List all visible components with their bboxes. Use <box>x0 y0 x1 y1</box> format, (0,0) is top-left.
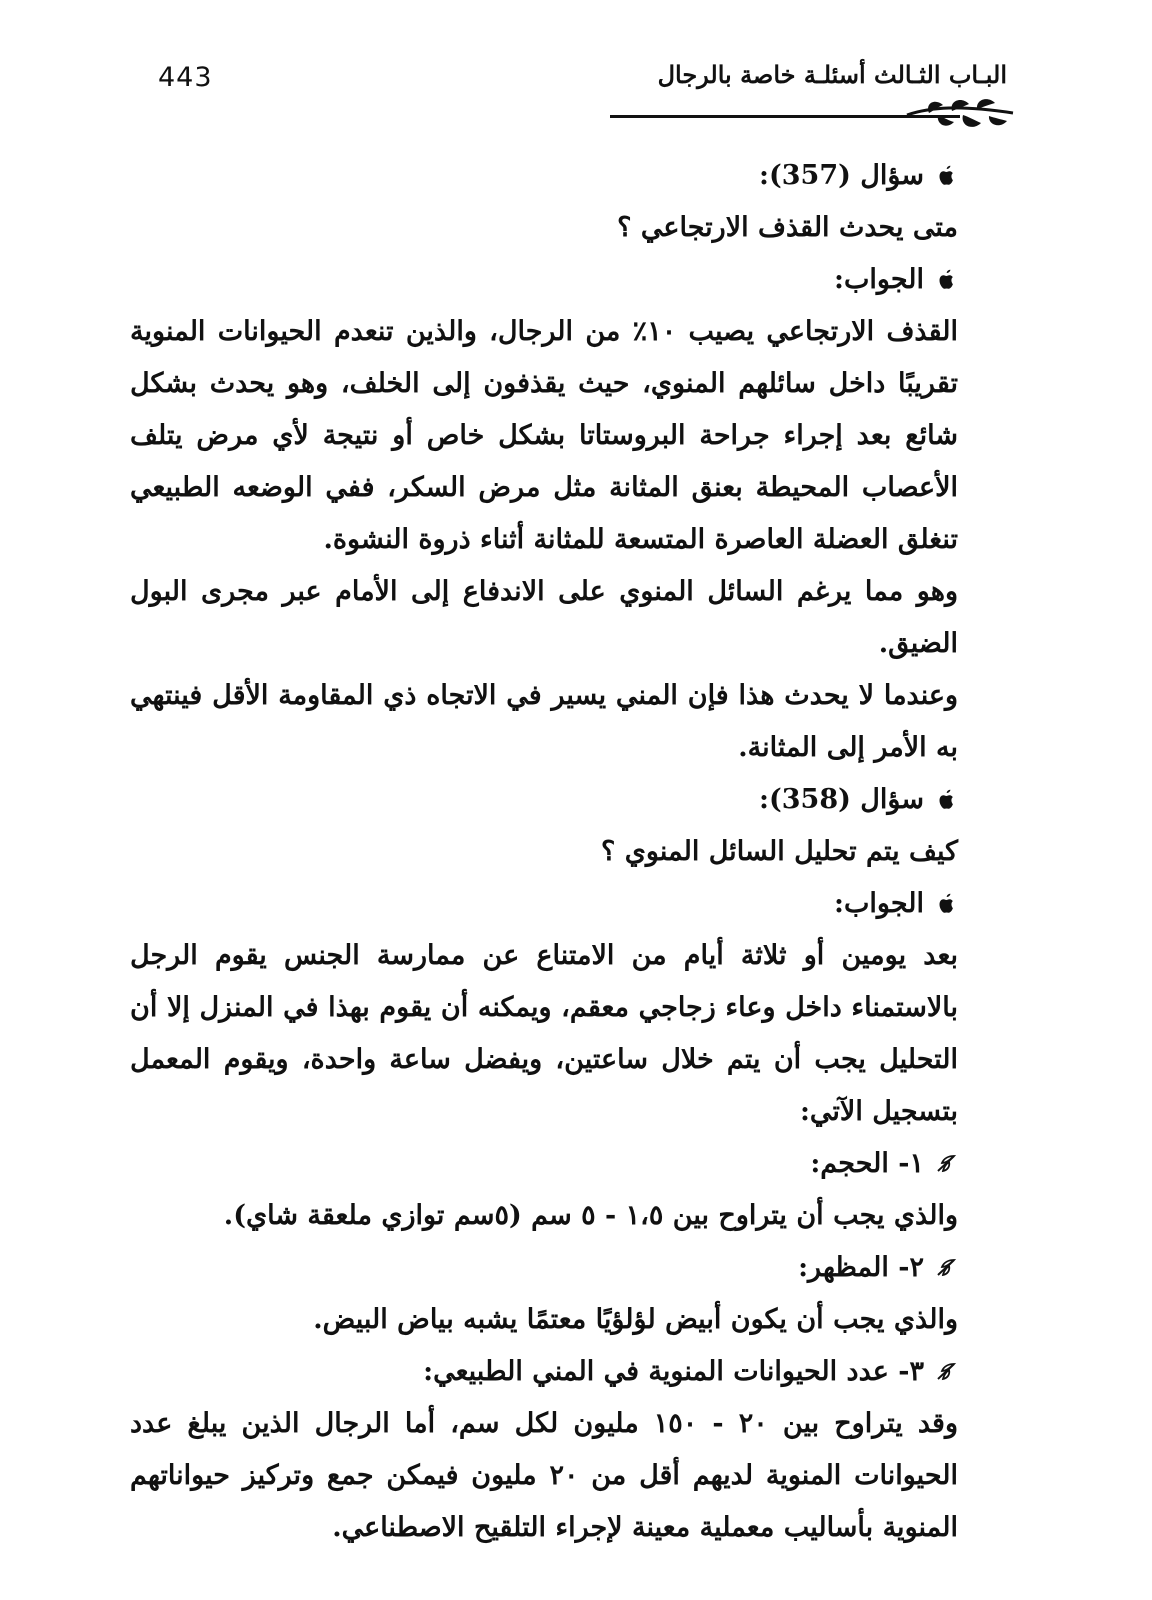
question-heading <box>130 150 1010 202</box>
answer-label: الجواب: <box>834 264 924 295</box>
answer-paragraph: وعندما لا يحدث هذا فإن المني يسير في الاتجاه ذي المقاومة الأقل فينتهي به الأمر إلى المثانة. <box>130 680 958 763</box>
page-content <box>130 150 1010 1554</box>
question-label: سؤال (357): <box>759 160 924 191</box>
list-item-text: والذي يجب أن يكون أبيض لؤلؤيًا معتمًا يشبه بياض البيض. <box>313 1304 958 1335</box>
leaf-icon <box>934 1256 958 1280</box>
answer-heading <box>130 878 1010 930</box>
list-item-heading <box>130 1242 1010 1294</box>
answer-paragraph: القذف الارتجاعي يصيب ١٠٪ من الرجال، والذين تنعدم الحيوانات المنوية تقريبًا داخل سائلهم المنوي، حيث يقذفون إلى الخلف، وهو يحدث بشكل شائع بعد إجراء جراحة البروستاتا بشكل خاص أو نتيجة لأي مرض يتلف الأعصاب المحيطة بعنق المثانة مثل مرض السكر، ففي الوضعه الطبيعي تنغلق العضلة العاصرة المتسعة للمثانة أثناء ذروة النشوة. <box>130 316 958 555</box>
answer-paragraph: وهو مما يرغم السائل المنوي على الاندفاع إلى الأمام عبر مجرى البول الضيق. <box>130 576 958 659</box>
leaf-icon <box>934 1360 958 1384</box>
question-text: متى يحدث القذف الارتجاعي ؟ <box>617 212 958 243</box>
question-text: كيف يتم تحليل السائل المنوي ؟ <box>601 836 958 867</box>
answer-paragraph: بعد يومين أو ثلاثة أيام من الامتناع عن ممارسة الجنس يقوم الرجل بالاستمناء داخل وعاء زجاجي معقم، ويمكنه أن يقوم بهذا في المنزل إلا أن التحليل يجب أن يتم خلال ساعتين، ويفضل ساعة واحدة، ويقوم المعمل بتسجيل الآتي: <box>130 940 958 1127</box>
list-item-label: ٣- عدد الحيوانات المنوية في المني الطبيعي: <box>423 1356 924 1387</box>
apple-icon <box>934 892 958 916</box>
list-item-heading <box>130 1138 1010 1190</box>
answer-label: الجواب: <box>834 888 924 919</box>
list-item-label: ٢- المظهر: <box>798 1252 924 1283</box>
leaf-icon <box>934 1152 958 1176</box>
question-label: سؤال (358): <box>759 784 924 815</box>
page-number: 443 <box>158 62 213 93</box>
list-item-heading <box>130 1346 1010 1398</box>
list-item-text: وقد يتراوح بين ٢٠ - ١٥٠ مليون لكل سم، أما الرجال الذين يبلغ عدد الحيوانات المنوية لديهم أقل من ٢٠ مليون فيمكن جمع وتركيز حيواناتهم المنوية بأساليب معملية معينة لإجراء التلقيح الاصطناعي. <box>130 1408 958 1543</box>
list-item-text: والذي يجب أن يتراوح بين ١،٥ - ٥ سم (٥سم توازي ملعقة شاي). <box>223 1200 958 1231</box>
apple-icon <box>934 788 958 812</box>
question-heading <box>130 774 1010 826</box>
apple-icon <box>934 164 958 188</box>
answer-heading <box>130 254 1010 306</box>
leaf-ornament-icon <box>905 95 1015 135</box>
running-header: البـاب الثـالث أسئلـة خاصة بالرجال <box>657 60 1007 89</box>
list-item-label: ١- الحجم: <box>810 1148 924 1179</box>
apple-icon <box>934 268 958 292</box>
